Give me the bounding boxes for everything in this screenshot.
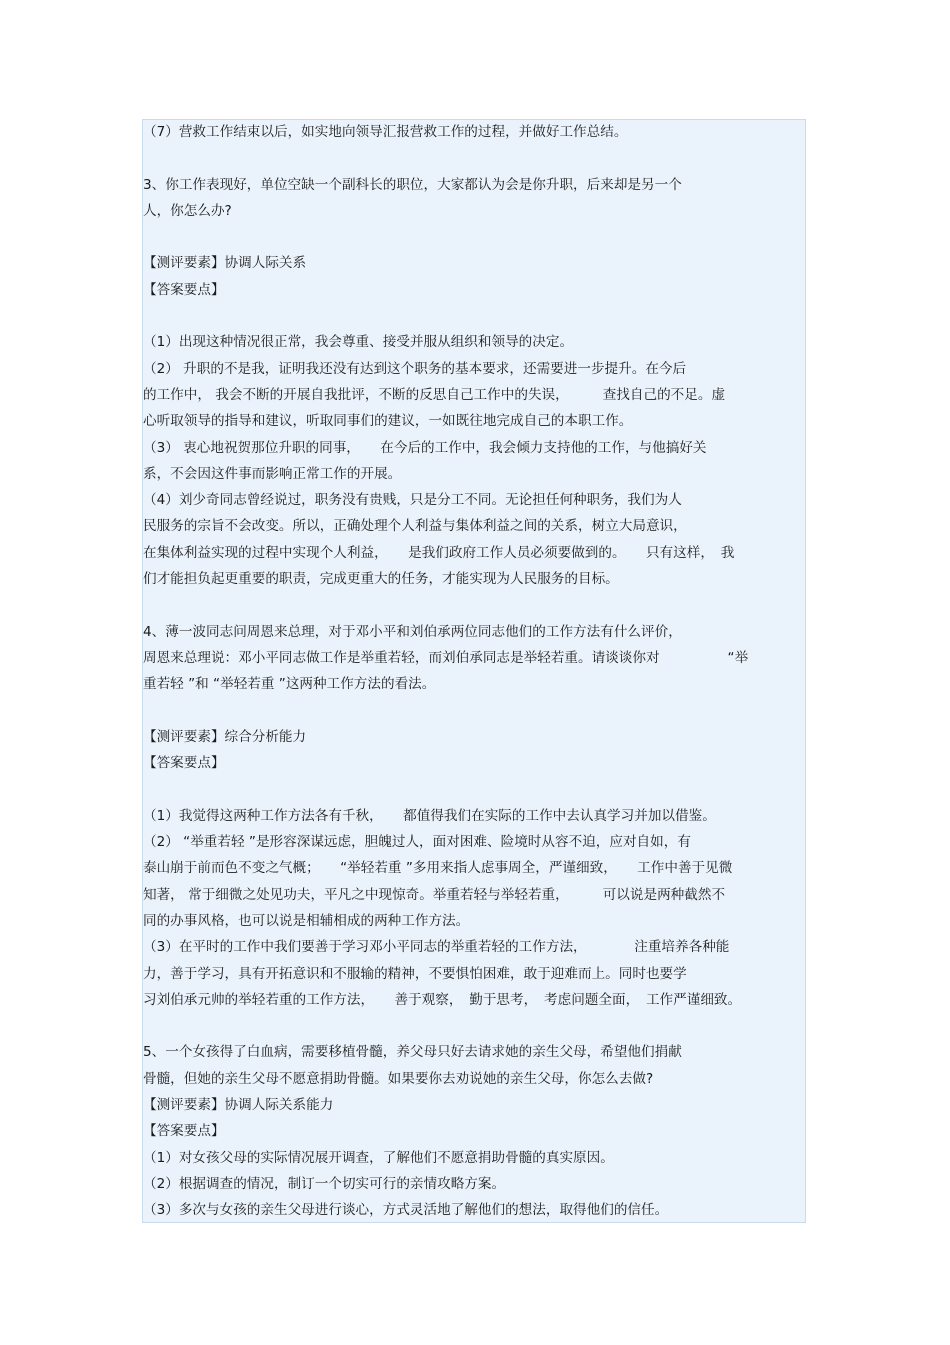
- text-line-content: （3） 衷心地祝贺那位升职的同事， 在今后的工作中，我会倾力支持他的工作，与他搞好关: [143, 439, 707, 456]
- text-line: [143, 487, 803, 513]
- text-line-content: 骨髓，但她的亲生父母不愿意捐助骨髓。如果要你去劝说她的亲生父母，你怎么去做?: [143, 1070, 654, 1087]
- text-line-content: 5、一个女孩得了白血病，需要移植骨髓，养父母只好去请求她的亲生父母，希望他们捐献: [143, 1044, 682, 1061]
- text-line: [143, 855, 803, 881]
- text-line-content: 【答案要点】: [143, 755, 225, 772]
- text-line: [143, 987, 803, 1013]
- text-line-content: 习刘伯承元帅的举轻若重的工作方法， 善于观察， 勤于思考， 考虑问题全面， 工作严谨细致。: [143, 991, 742, 1008]
- text-line: [143, 356, 803, 382]
- text-line: [143, 1066, 803, 1092]
- text-line-content: （4）刘少奇同志曾经说过，职务没有贵贱，只是分工不同。无论担任何种职务，我们为人: [143, 492, 682, 509]
- text-line-content: 的工作中， 我会不断的开展自我批评，不断的反思自己工作中的失误， 查找自己的不足。虚: [143, 386, 726, 403]
- text-line: [143, 908, 803, 934]
- text-line-content: 【测评要素】综合分析能力: [143, 728, 307, 745]
- text-line: [143, 934, 803, 960]
- paragraph-gap: [143, 1013, 803, 1039]
- text-line-content: （7）营救工作结束以后，如实地向领导汇报营救工作的过程，并做好工作总结。: [143, 124, 628, 140]
- text-line: [143, 566, 803, 592]
- text-line-content: （2）根据调查的情况，制订一个切实可行的亲情攻略方案。: [143, 1175, 506, 1192]
- text-line-content: （1）我觉得这两种工作方法各有千秋， 都值得我们在实际的工作中去认真学习并加以借鉴。: [143, 807, 716, 824]
- text-line-content: 知著， 常于细微之处见功夫，平凡之中现惊奇。举重若轻与举轻若重， 可以说是两种截然不: [143, 886, 726, 903]
- text-line-content: 【测评要素】协调人际关系: [143, 255, 307, 272]
- text-line: [143, 277, 803, 303]
- text-line: [143, 829, 803, 855]
- paragraph-gap: [143, 303, 803, 329]
- text-line: [143, 1197, 803, 1223]
- text-line: [143, 671, 803, 697]
- text-line-content: 人，你怎么办?: [143, 202, 232, 219]
- paragraph-gap: [143, 224, 803, 250]
- text-line-content: （3）多次与女孩的亲生父母进行谈心，方式灵活地了解他们的想法，取得他们的信任。: [143, 1202, 669, 1219]
- text-line: [143, 172, 803, 198]
- text-line: [143, 619, 803, 645]
- text-line-content: 4、薄一波同志问周恩来总理，对于邓小平和刘伯承两位同志他们的工作方法有什么评价，: [143, 623, 682, 640]
- text-line-content: （3）在平时的工作中我们要善于学习邓小平同志的举重若轻的工作方法， 注重培养各种能: [143, 939, 730, 956]
- paragraph-gap: [143, 592, 803, 618]
- text-line-content: （2） 升职的不是我，证明我还没有达到这个职务的基本要求，还需要进一步提升。在今后: [143, 360, 687, 377]
- text-line: [143, 329, 803, 355]
- text-line-content: 【答案要点】: [143, 1123, 225, 1140]
- text-line-content: 【答案要点】: [143, 281, 225, 298]
- text-line: [143, 382, 803, 408]
- text-line: [143, 750, 803, 776]
- text-line-content: （2） “举重若轻 ”是形容深谋远虑，胆魄过人，面对困难、险境时从容不迫，应对自如，有: [143, 834, 691, 851]
- text-line-content: 3、你工作表现好，单位空缺一个副科长的职位，大家都认为会是你升职，后来却是另一个: [143, 176, 682, 193]
- text-line: [143, 961, 803, 987]
- text-line: [143, 513, 803, 539]
- text-line: [143, 461, 803, 487]
- paragraph-gap: [143, 145, 803, 171]
- text-line: [143, 408, 803, 434]
- text-line-content: 重若轻 ”和 “举轻若重 ”这两种工作方法的看法。: [143, 676, 436, 693]
- text-line-content: 系，不会因这件事而影响正常工作的开展。: [143, 465, 402, 482]
- text-line: [143, 724, 803, 750]
- text-line-content: 泰山崩于前而色不变之气概； “举轻若重 ”多用来指人虑事周全，严谨细致， 工作中善于见微: [143, 860, 733, 877]
- text-line-content: 【测评要素】协调人际关系能力: [143, 1096, 334, 1113]
- text-line: [143, 803, 803, 829]
- text-line: [143, 1118, 803, 1144]
- text-line-content: 心听取领导的指导和建议，听取同事们的建议，一如既往地完成自己的本职工作。: [143, 413, 633, 430]
- text-line-content: 在集体利益实现的过程中实现个人利益， 是我们政府工作人员必须要做到的。 只有这样， 我: [143, 544, 735, 561]
- text-line: [143, 1145, 803, 1171]
- text-line: [143, 1092, 803, 1118]
- text-line: [143, 435, 803, 461]
- text-line-content: 同的办事风格，也可以说是相辅相成的两种工作方法。: [143, 912, 470, 929]
- text-line: [143, 645, 803, 671]
- text-line-content: （1）出现这种情况很正常，我会尊重、接受并服从组织和领导的决定。: [143, 334, 574, 351]
- text-line: [143, 250, 803, 276]
- paragraph-gap: [143, 698, 803, 724]
- text-line-content: 民服务的宗旨不会改变。所以，正确处理个人利益与集体利益之间的关系，树立大局意识，: [143, 518, 687, 535]
- text-line: [143, 882, 803, 908]
- text-line-content: （1）对女孩父母的实际情况展开调查，了解他们不愿意捐助骨髓的真实原因。: [143, 1149, 614, 1166]
- text-line: [143, 540, 803, 566]
- document-content: [143, 119, 803, 1223]
- text-line: [143, 198, 803, 224]
- text-line: [143, 119, 803, 145]
- text-line-content: 周恩来总理说：邓小平同志做工作是举重若轻，而刘伯承同志是举轻若重。请谈谈你对 “举: [143, 649, 749, 666]
- paragraph-gap: [143, 776, 803, 802]
- text-line: [143, 1171, 803, 1197]
- text-line-content: 力，善于学习，具有开拓意识和不服输的精神，不要惧怕困难，敢于迎难而上。同时也要学: [143, 965, 687, 982]
- text-line-content: 们才能担负起更重要的职责，完成更重大的任务，才能实现为人民服务的目标。: [143, 571, 619, 588]
- text-line: [143, 1039, 803, 1065]
